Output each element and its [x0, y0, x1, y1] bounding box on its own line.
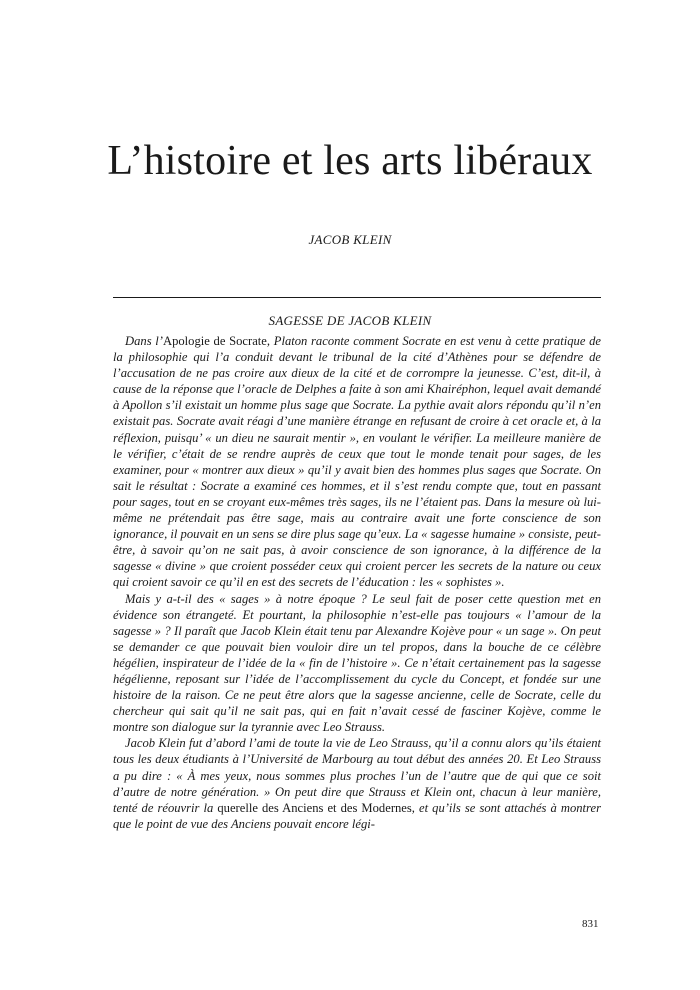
- paragraph-3: [113, 735, 601, 832]
- paragraph-1-part-a: Dans l’: [125, 334, 163, 348]
- article-body: [113, 333, 601, 832]
- section-divider: [113, 297, 601, 298]
- paragraph-3-part-c: , et qu’ils se sont attachés à montrer que le point de vue des Anciens pouvait encore légi-: [113, 800, 601, 831]
- article-title: L’histoire et les arts libéraux: [107, 138, 593, 184]
- paragraph-2: Mais y a-t-il des « sages » à notre époque ? Le seul fait de poser cette question met en évidence son étrangeté. Et pourtant, la philosophie n’est-elle pas toujours « l’amour de la sagesse » ? Il paraît que Jacob Klein était tenu par Alexandre Kojève pour « un sage ». On peut se demander ce que pouvait bien vouloir dire un tel propos, dans la bouche de ce célèbre hégélien, inspirateur de l’idée de la « fin de l’histoire ». Ce n’était certainement pas la sagesse hégélienne, reposant sur l’idée de l’accomplissement du cycle du Concept, et fondée sur une histoire de la raison. Ce ne peut être alors que la sagesse ancienne, celle de Socrate, celle du chercheur qui sait qu’il ne sait pas, qui en fait n’avait cessé de fasciner Kojève, comme le montre son dialogue sur la tyrannie avec Leo Strauss.: [113, 591, 601, 735]
- page-number: 831: [582, 918, 599, 930]
- work-title-apologie: Apologie de Socrate: [162, 334, 267, 348]
- querelle-phrase: querelle des Anciens et des Modernes: [217, 800, 412, 815]
- paragraph-1: [113, 333, 601, 591]
- paragraph-1-part-c: , Platon raconte comment Socrate en est venu à cette pratique de la philosophie qui l’a conduit devant le tribunal de la cité d’Athènes pour se défendre de l’accusation de ne pas croire aux dieux de la cité et de corrompre la jeunesse. C’est, dit-il, à cause de la réponse que l’oracle de Delphes a faite à son ami Khairéphon, lequel avait demandé à Apollon s’il existait un homme plus sage que Socrate. La pythie avait alors répondu qu’il n’en existait pas. Socrate avait réagi d’une manière étrange en refusant de croire à cet oracle et, à la réflexion, puisqu’ « un dieu ne saurait mentir », en voulant le vérifier. La meilleure manière de le vérifier, c’était de se rendre auprès de ceux que tout le monde tenait pour sages, de les examiner, pour « montrer aux dieux » qu’il y avait bien des hommes plus sages que Socrate. On sait le résultat : Socrate a examiné ces hommes, et il s’est rendu compte que, tout en passant pour sages, tout en se croyant eux-mêmes très sages, ils ne l’étaient pas. Dans la mesure où lui-même ne prétendait pas être sage, mais au contraire avait une forte conscience de son ignorance, il pouvait en un sens se dire plus sage qu’eux. La « sagesse humaine » consiste, peut-être, à savoir qu’on ne sait pas, à avoir conscience de son ignorance, à la différence de la sagesse « divine » que croient posséder ceux qui croient percer les secrets de la nature ou ceux qui croient savoir ce qu’il en est des secrets de l’éducation : les « sophistes ».: [113, 334, 601, 590]
- article-author: JACOB KLEIN: [308, 232, 392, 247]
- paragraph-3-part-a: Jacob Klein fut d’abord l’ami de toute la vie de Leo Strauss, qu’il a connu alors qu’ils étaient tous les deux étudiants à l’Université de Marbourg au tout début des années 20. Et Leo Strauss a pu dire : « À mes yeux, nous sommes plus proches l’un de l’autre que de qui que ce soit d’autre de notre génération. » On peut dire que Strauss et Klein ont, chacun à leur manière, tenté de réouvrir la: [113, 736, 601, 815]
- section-heading: SAGESSE DE JACOB KLEIN: [268, 313, 432, 328]
